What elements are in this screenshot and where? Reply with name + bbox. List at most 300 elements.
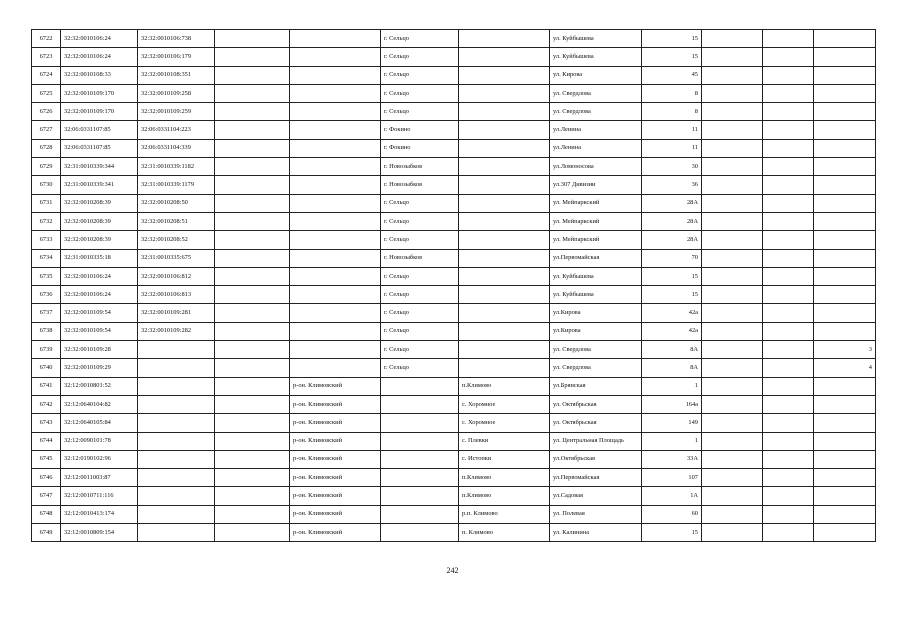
city-cell: г. Фокино — [381, 121, 459, 139]
house-number-cell: 164а — [642, 395, 702, 413]
extra-value-cell — [814, 103, 876, 121]
street-cell: ул. Полевая — [550, 505, 642, 523]
district-cell — [290, 158, 381, 176]
extra-value-cell: 4 — [814, 359, 876, 377]
premise-cadastral-number-cell — [138, 432, 215, 450]
locality-cell — [459, 267, 550, 285]
empty-cell — [763, 505, 814, 523]
empty-cell — [763, 469, 814, 487]
premise-cadastral-number-cell — [138, 341, 215, 359]
city-cell: г. Новозыбков — [381, 249, 459, 267]
district-cell — [290, 286, 381, 304]
street-cell: ул. Свердлова — [550, 359, 642, 377]
locality-cell — [459, 176, 550, 194]
extra-value-cell — [814, 84, 876, 102]
empty-cell — [763, 194, 814, 212]
district-cell: р-он. Климовский — [290, 414, 381, 432]
row-number-cell: 6732 — [32, 212, 61, 230]
city-cell: г. Сельцо — [381, 84, 459, 102]
street-cell: ул.Ленина — [550, 121, 642, 139]
empty-cell — [763, 450, 814, 468]
extra-value-cell — [814, 432, 876, 450]
empty-cell — [215, 359, 290, 377]
empty-cell — [702, 176, 763, 194]
house-number-cell: 70 — [642, 249, 702, 267]
row-number-cell: 6726 — [32, 103, 61, 121]
empty-cell — [763, 286, 814, 304]
locality-cell — [459, 139, 550, 157]
cadastral-number-cell: 32:32:0010109:170 — [61, 84, 138, 102]
table-row — [32, 121, 876, 139]
empty-cell — [702, 469, 763, 487]
cadastral-number-cell: 32:32:0010109:54 — [61, 304, 138, 322]
table-row — [32, 487, 876, 505]
empty-cell — [215, 267, 290, 285]
row-number-cell: 6742 — [32, 395, 61, 413]
empty-cell — [763, 304, 814, 322]
cadastral-number-cell: 32:06:0331107:85 — [61, 139, 138, 157]
row-number-cell: 6738 — [32, 322, 61, 340]
premise-cadastral-number-cell — [138, 395, 215, 413]
empty-cell — [763, 84, 814, 102]
cadastral-number-cell: 32:31:0010335:18 — [61, 249, 138, 267]
extra-value-cell — [814, 487, 876, 505]
locality-cell — [459, 286, 550, 304]
city-cell: г. Фокино — [381, 139, 459, 157]
table-row — [32, 249, 876, 267]
empty-cell — [702, 377, 763, 395]
empty-cell — [702, 231, 763, 249]
district-cell — [290, 176, 381, 194]
row-number-cell: 6746 — [32, 469, 61, 487]
empty-cell — [763, 524, 814, 542]
locality-cell — [459, 249, 550, 267]
empty-cell — [763, 103, 814, 121]
empty-cell — [702, 48, 763, 66]
street-cell: ул.Октябрьская — [550, 450, 642, 468]
street-cell: ул. Калинина — [550, 524, 642, 542]
extra-value-cell — [814, 395, 876, 413]
locality-cell — [459, 231, 550, 249]
street-cell: ул. Мейпаркский — [550, 194, 642, 212]
house-number-cell: 1 — [642, 377, 702, 395]
district-cell — [290, 341, 381, 359]
cadastral-number-cell: 32:12:0090101:78 — [61, 432, 138, 450]
empty-cell — [215, 158, 290, 176]
empty-cell — [702, 30, 763, 48]
premise-cadastral-number-cell: 32:32:0010109:258 — [138, 84, 215, 102]
street-cell: ул.Первомайская — [550, 249, 642, 267]
empty-cell — [215, 103, 290, 121]
cadastral-number-cell: 32:32:0010106:24 — [61, 286, 138, 304]
page-number: 242 — [446, 566, 459, 575]
empty-cell — [763, 158, 814, 176]
extra-value-cell — [814, 322, 876, 340]
row-number-cell: 6745 — [32, 450, 61, 468]
empty-cell — [215, 249, 290, 267]
empty-cell — [215, 322, 290, 340]
table-row — [32, 432, 876, 450]
house-number-cell: 1 — [642, 432, 702, 450]
empty-cell — [702, 139, 763, 157]
locality-cell: р.п. Климово — [459, 505, 550, 523]
extra-value-cell — [814, 524, 876, 542]
city-cell — [381, 450, 459, 468]
empty-cell — [702, 158, 763, 176]
city-cell: г. Сельцо — [381, 304, 459, 322]
district-cell — [290, 359, 381, 377]
extra-value-cell — [814, 304, 876, 322]
empty-cell — [702, 414, 763, 432]
table-row — [32, 450, 876, 468]
table-row — [32, 395, 876, 413]
empty-cell — [702, 286, 763, 304]
locality-cell — [459, 158, 550, 176]
cadastral-number-cell: 32:12:0640105:84 — [61, 414, 138, 432]
cadastral-number-cell: 32:32:0010109:170 — [61, 103, 138, 121]
cadastral-number-cell: 32:32:0010108:33 — [61, 66, 138, 84]
table-row — [32, 505, 876, 523]
empty-cell — [763, 48, 814, 66]
empty-cell — [215, 377, 290, 395]
house-number-cell: 11 — [642, 121, 702, 139]
empty-cell — [763, 249, 814, 267]
locality-cell — [459, 341, 550, 359]
row-number-cell: 6727 — [32, 121, 61, 139]
empty-cell — [215, 84, 290, 102]
table-row — [32, 304, 876, 322]
street-cell: ул. Куйбышева — [550, 30, 642, 48]
table-row — [32, 158, 876, 176]
city-cell: г. Новозыбков — [381, 176, 459, 194]
empty-cell — [702, 267, 763, 285]
empty-cell — [702, 121, 763, 139]
city-cell: г. Сельцо — [381, 286, 459, 304]
empty-cell — [763, 487, 814, 505]
house-number-cell: 149 — [642, 414, 702, 432]
empty-cell — [215, 450, 290, 468]
street-cell: ул. Мейпаркский — [550, 212, 642, 230]
premise-cadastral-number-cell — [138, 414, 215, 432]
table-row — [32, 103, 876, 121]
empty-cell — [215, 231, 290, 249]
cadastral-number-cell: 32:12:0190102:96 — [61, 450, 138, 468]
street-cell: ул.Ленина — [550, 139, 642, 157]
locality-cell — [459, 30, 550, 48]
city-cell: г. Сельцо — [381, 48, 459, 66]
empty-cell — [763, 395, 814, 413]
street-cell: ул. Октябрьская — [550, 414, 642, 432]
street-cell: ул.Кирова — [550, 322, 642, 340]
premise-cadastral-number-cell — [138, 377, 215, 395]
premise-cadastral-number-cell: 32:31:0010335:675 — [138, 249, 215, 267]
locality-cell: п.Климово — [459, 377, 550, 395]
extra-value-cell — [814, 176, 876, 194]
cadastral-number-cell: 32:31:0010339:344 — [61, 158, 138, 176]
district-cell: р-он. Климовский — [290, 469, 381, 487]
cadastral-number-cell: 32:32:0010109:54 — [61, 322, 138, 340]
table-row — [32, 322, 876, 340]
cadastral-number-cell: 32:32:0010208:39 — [61, 194, 138, 212]
city-cell: г. Сельцо — [381, 231, 459, 249]
empty-cell — [215, 66, 290, 84]
street-cell: ул.Ломоносова — [550, 158, 642, 176]
extra-value-cell — [814, 469, 876, 487]
house-number-cell: 1А — [642, 487, 702, 505]
premise-cadastral-number-cell: 32:32:0010109:281 — [138, 304, 215, 322]
cadastral-number-cell: 32:32:0010106:24 — [61, 267, 138, 285]
extra-value-cell — [814, 194, 876, 212]
empty-cell — [215, 524, 290, 542]
empty-cell — [763, 432, 814, 450]
table-row — [32, 194, 876, 212]
house-number-cell: 8 — [642, 84, 702, 102]
district-cell: р-он. Климовский — [290, 450, 381, 468]
cadastral-number-cell: 32:32:0010208:39 — [61, 212, 138, 230]
extra-value-cell — [814, 267, 876, 285]
premise-cadastral-number-cell — [138, 469, 215, 487]
cadastral-number-cell: 32:32:0010109:29 — [61, 359, 138, 377]
house-number-cell: 60 — [642, 505, 702, 523]
district-cell: р-он. Климовский — [290, 377, 381, 395]
row-number-cell: 6744 — [32, 432, 61, 450]
empty-cell — [763, 176, 814, 194]
empty-cell — [215, 176, 290, 194]
empty-cell — [215, 414, 290, 432]
empty-cell — [702, 432, 763, 450]
locality-cell — [459, 121, 550, 139]
empty-cell — [215, 121, 290, 139]
row-number-cell: 6734 — [32, 249, 61, 267]
street-cell: ул. Свердлова — [550, 103, 642, 121]
row-number-cell: 6737 — [32, 304, 61, 322]
city-cell — [381, 524, 459, 542]
street-cell: ул.Первомайская — [550, 469, 642, 487]
row-number-cell: 6722 — [32, 30, 61, 48]
locality-cell — [459, 103, 550, 121]
district-cell: р-он. Климовский — [290, 505, 381, 523]
register-table — [31, 29, 876, 542]
row-number-cell: 6724 — [32, 66, 61, 84]
extra-value-cell — [814, 414, 876, 432]
city-cell: г. Сельцо — [381, 212, 459, 230]
street-cell: ул. Куйбышева — [550, 267, 642, 285]
table-row — [32, 286, 876, 304]
house-number-cell: 36 — [642, 176, 702, 194]
empty-cell — [215, 505, 290, 523]
empty-cell — [763, 341, 814, 359]
city-cell — [381, 395, 459, 413]
district-cell — [290, 304, 381, 322]
row-number-cell: 6748 — [32, 505, 61, 523]
house-number-cell: 15 — [642, 48, 702, 66]
district-cell — [290, 48, 381, 66]
row-number-cell: 6729 — [32, 158, 61, 176]
street-cell: ул. Свердлова — [550, 341, 642, 359]
table-row — [32, 176, 876, 194]
empty-cell — [702, 395, 763, 413]
cadastral-number-cell: 32:12:0011003:87 — [61, 469, 138, 487]
table-row — [32, 231, 876, 249]
table-row — [32, 524, 876, 542]
row-number-cell: 6747 — [32, 487, 61, 505]
district-cell: р-он. Климовский — [290, 487, 381, 505]
empty-cell — [702, 249, 763, 267]
house-number-cell: 15 — [642, 267, 702, 285]
row-number-cell: 6733 — [32, 231, 61, 249]
locality-cell — [459, 194, 550, 212]
street-cell: ул. Мейпаркский — [550, 231, 642, 249]
locality-cell: с. Хоромное — [459, 395, 550, 413]
row-number-cell: 6735 — [32, 267, 61, 285]
premise-cadastral-number-cell: 32:32:0010208:50 — [138, 194, 215, 212]
empty-cell — [215, 48, 290, 66]
extra-value-cell — [814, 212, 876, 230]
street-cell: ул. Куйбышева — [550, 286, 642, 304]
cadastral-number-cell: 32:12:0010809:154 — [61, 524, 138, 542]
table-row — [32, 414, 876, 432]
extra-value-cell — [814, 66, 876, 84]
empty-cell — [215, 341, 290, 359]
city-cell: г. Сельцо — [381, 194, 459, 212]
row-number-cell: 6723 — [32, 48, 61, 66]
locality-cell: с. Истопки — [459, 450, 550, 468]
row-number-cell: 6740 — [32, 359, 61, 377]
premise-cadastral-number-cell: 32:32:0010106:179 — [138, 48, 215, 66]
house-number-cell: 45 — [642, 66, 702, 84]
district-cell: р-он. Климовский — [290, 395, 381, 413]
row-number-cell: 6743 — [32, 414, 61, 432]
locality-cell: п. Климово — [459, 524, 550, 542]
city-cell: г. Сельцо — [381, 341, 459, 359]
empty-cell — [215, 286, 290, 304]
street-cell: ул. Свердлова — [550, 84, 642, 102]
city-cell — [381, 469, 459, 487]
city-cell — [381, 487, 459, 505]
district-cell — [290, 66, 381, 84]
premise-cadastral-number-cell: 32:32:0010208:51 — [138, 212, 215, 230]
extra-value-cell: 3 — [814, 341, 876, 359]
empty-cell — [763, 322, 814, 340]
row-number-cell: 6736 — [32, 286, 61, 304]
table-row — [32, 359, 876, 377]
street-cell: ул. Куйбышева — [550, 48, 642, 66]
row-number-cell: 6749 — [32, 524, 61, 542]
street-cell: ул.307 Дивизии — [550, 176, 642, 194]
cadastral-number-cell: 32:32:0010106:24 — [61, 30, 138, 48]
district-cell — [290, 84, 381, 102]
house-number-cell: 107 — [642, 469, 702, 487]
locality-cell: с. Плевки — [459, 432, 550, 450]
city-cell: г. Сельцо — [381, 30, 459, 48]
premise-cadastral-number-cell: 32:32:0010208:52 — [138, 231, 215, 249]
cadastral-number-cell: 32:32:0010106:24 — [61, 48, 138, 66]
empty-cell — [763, 414, 814, 432]
premise-cadastral-number-cell: 32:32:0010106:813 — [138, 286, 215, 304]
empty-cell — [215, 469, 290, 487]
empty-cell — [702, 103, 763, 121]
locality-cell — [459, 84, 550, 102]
cadastral-number-cell: 32:32:0010208:39 — [61, 231, 138, 249]
street-cell: ул.Брянская — [550, 377, 642, 395]
extra-value-cell — [814, 286, 876, 304]
house-number-cell: 28А — [642, 212, 702, 230]
house-number-cell: 15 — [642, 286, 702, 304]
premise-cadastral-number-cell — [138, 524, 215, 542]
empty-cell — [215, 432, 290, 450]
empty-cell — [702, 66, 763, 84]
table-row — [32, 212, 876, 230]
table-row — [32, 30, 876, 48]
extra-value-cell — [814, 377, 876, 395]
table-row — [32, 84, 876, 102]
cadastral-number-cell: 32:31:0010339:341 — [61, 176, 138, 194]
locality-cell — [459, 322, 550, 340]
table-row — [32, 48, 876, 66]
empty-cell — [763, 139, 814, 157]
premise-cadastral-number-cell: 32:32:0010109:282 — [138, 322, 215, 340]
empty-cell — [763, 267, 814, 285]
empty-cell — [763, 231, 814, 249]
locality-cell: п.Климово — [459, 487, 550, 505]
row-number-cell: 6730 — [32, 176, 61, 194]
extra-value-cell — [814, 231, 876, 249]
locality-cell — [459, 304, 550, 322]
district-cell — [290, 249, 381, 267]
empty-cell — [702, 212, 763, 230]
premise-cadastral-number-cell — [138, 487, 215, 505]
empty-cell — [702, 304, 763, 322]
empty-cell — [763, 66, 814, 84]
premise-cadastral-number-cell: 32:32:0010106:812 — [138, 267, 215, 285]
city-cell: г. Новозыбков — [381, 158, 459, 176]
premise-cadastral-number-cell — [138, 450, 215, 468]
premise-cadastral-number-cell: 32:06:0331104:223 — [138, 121, 215, 139]
district-cell — [290, 139, 381, 157]
locality-cell — [459, 48, 550, 66]
house-number-cell: 15 — [642, 30, 702, 48]
empty-cell — [215, 304, 290, 322]
city-cell: г. Сельцо — [381, 103, 459, 121]
extra-value-cell — [814, 505, 876, 523]
row-number-cell: 6728 — [32, 139, 61, 157]
empty-cell — [702, 450, 763, 468]
district-cell: р-он. Климовский — [290, 524, 381, 542]
city-cell — [381, 432, 459, 450]
empty-cell — [763, 121, 814, 139]
district-cell — [290, 322, 381, 340]
extra-value-cell — [814, 121, 876, 139]
city-cell: г. Сельцо — [381, 66, 459, 84]
table-body — [32, 30, 876, 542]
city-cell: г. Сельцо — [381, 267, 459, 285]
empty-cell — [702, 322, 763, 340]
house-number-cell: 8А — [642, 359, 702, 377]
empty-cell — [702, 194, 763, 212]
empty-cell — [702, 341, 763, 359]
table-row — [32, 341, 876, 359]
house-number-cell: 42а — [642, 322, 702, 340]
street-cell: ул.Садовая — [550, 487, 642, 505]
premise-cadastral-number-cell: 32:32:0010109:259 — [138, 103, 215, 121]
district-cell — [290, 103, 381, 121]
table-row — [32, 377, 876, 395]
house-number-cell: 28А — [642, 231, 702, 249]
house-number-cell: 11 — [642, 139, 702, 157]
street-cell: ул.Кирова — [550, 304, 642, 322]
district-cell — [290, 30, 381, 48]
extra-value-cell — [814, 158, 876, 176]
